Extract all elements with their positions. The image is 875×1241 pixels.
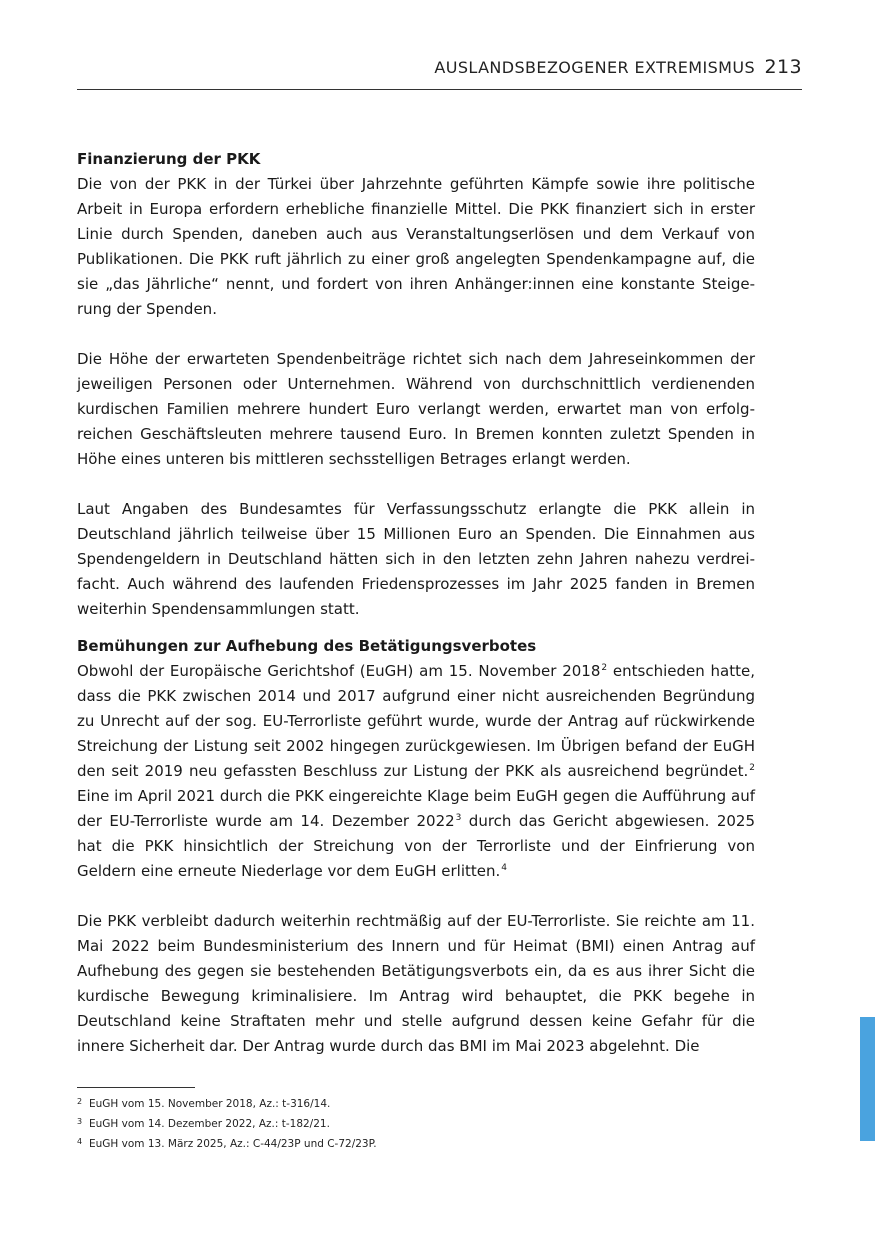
paragraph: Die PKK verbleibt dadurch weiterhin rechtmäßig auf der EU-Terrorliste. Sie reichte am 11. Mai 2022 beim Bundesministerium des Innern und für Heimat (BMI) einen Antrag auf Aufhebung des gegen sie bestehenden Betätigungsverbots ein, da es aus ihrer Sicht die kurdische Bewegung kriminalisiere. Im Antrag wird behauptet, die PKK begehe in Deutschland keine Straftaten mehr und stelle aufgrund dessen keine Gefahr für die innere Sicherheit dar. Der Antrag wurde durch das BMI im Mai 2023 abgelehnt. Die [77,912,755,1055]
paragraph: Die Höhe der erwarteten Spendenbeiträge richtet sich nach dem Jahreseinkommen der jeweiligen Personen oder Unternehmen. Während von durchschnittlich verdienenden kurdischen Familien mehrere hundert Euro verlangt werden, erwartet man von erfolgreichen Geschäftsleuten mehrere tausend Euro. In Bremen konnten zuletzt Spenden in Höhe eines unteren bis mittleren sechsstelligen Betrages erlangt werden. [77,350,755,468]
running-header [77,56,802,78]
paragraph [77,659,755,884]
footnote-number: 4 [77,1137,83,1146]
paragraph-gap [77,472,755,497]
section-heading-financing: Finanzierung der PKK [77,150,261,168]
text-run: durch das Gericht abgewiesen. 2025 hat die PKK hinsichtlich der Streichung von der Terrorliste und der Einfrierung von Geldern eine erneute Niederlage vor dem EuGH erlitten. [77,812,755,880]
footnote-ref: 2 [749,763,755,773]
text-run: entschieden hatte, dass die PKK zwischen 2014 und 2017 aufgrund einer nicht ausreichenden Begründung zu Unrecht auf der sog. EU-Terrorliste geführt wurde, wurde der Antrag auf rückwirkende Streichung der Listung seit 2002 hingegen zurückgewiesen. Im Übrigen befand der EuGH den seit 2019 neu gefassten Beschluss zur Listung der PKK als ausreichend begründet. [77,662,755,780]
section-heading-ban-lifting: Bemühungen zur Aufhebung des Betätigungsverbotes [77,637,537,655]
footnote [77,1133,755,1153]
footnote-ref: 3 [455,813,462,823]
page-number: 213 [764,56,802,78]
footnote [77,1113,755,1133]
footnote-ref: 4 [501,863,508,873]
paragraph: Laut Angaben des Bundesamtes für Verfassungsschutz erlangte die PKK allein in Deutschland jährlich teilweise über 15 Millionen Euro an Spenden. Die Einnahmen aus Spendengeldern in Deutschland hätten sich in den letzten zehn Jahren nahezu verdreifacht. Auch während des laufenden Friedensprozesses im Jahr 2025 fanden in Bremen weiterhin Spendensammlungen statt. [77,500,755,618]
chapter-side-tab [860,1017,875,1141]
footnote-text: EuGH vom 14. Dezember 2022, Az.: t-182/21. [89,1118,330,1130]
footnotes [77,1093,755,1153]
footnote-number: 3 [77,1117,83,1126]
footnote-text: EuGH vom 15. November 2018, Az.: t-316/14. [89,1098,331,1110]
paragraph-gap [77,884,755,909]
running-title: AUSLANDSBEZOGENER EXTREMISMUS [434,58,756,77]
footnote-number: 2 [77,1097,83,1106]
paragraph-gap [77,322,755,347]
main-text [77,147,755,1059]
footnote [77,1093,755,1113]
text-run: Obwohl der Europäische Gerichtshof (EuGH) am 15. November 2018 [77,662,601,680]
paragraph: Die von der PKK in der Türkei über Jahrzehnte geführten Kämpfe sowie ihre politische Arbeit in Europa erfordern erhebliche finanzielle Mittel. Die PKK finanziert sich in erster Linie durch Spenden, daneben auch aus Veranstaltungserlösen und dem Verkauf von Publikationen. Die PKK ruft jährlich zu einer groß angelegten Spendenkampagne auf, die sie „das Jährliche“ nennt, und fordert von ihren Anhänger:innen eine konstante Steigerung der Spenden. [77,175,755,318]
footnote-text: EuGH vom 13. März 2025, Az.: C-44/23P und C-72/23P. [89,1138,377,1150]
footnote-ref: 2 [601,663,608,673]
text-run: Eine im April 2021 durch die PKK eingereichte Klage beim EuGH gegen die Aufführung auf der EU-Terrorliste wurde am 14. Dezember 2022 [77,787,755,830]
section-gap [77,622,755,634]
footnote-rule [77,1087,195,1088]
header-rule [77,89,802,90]
